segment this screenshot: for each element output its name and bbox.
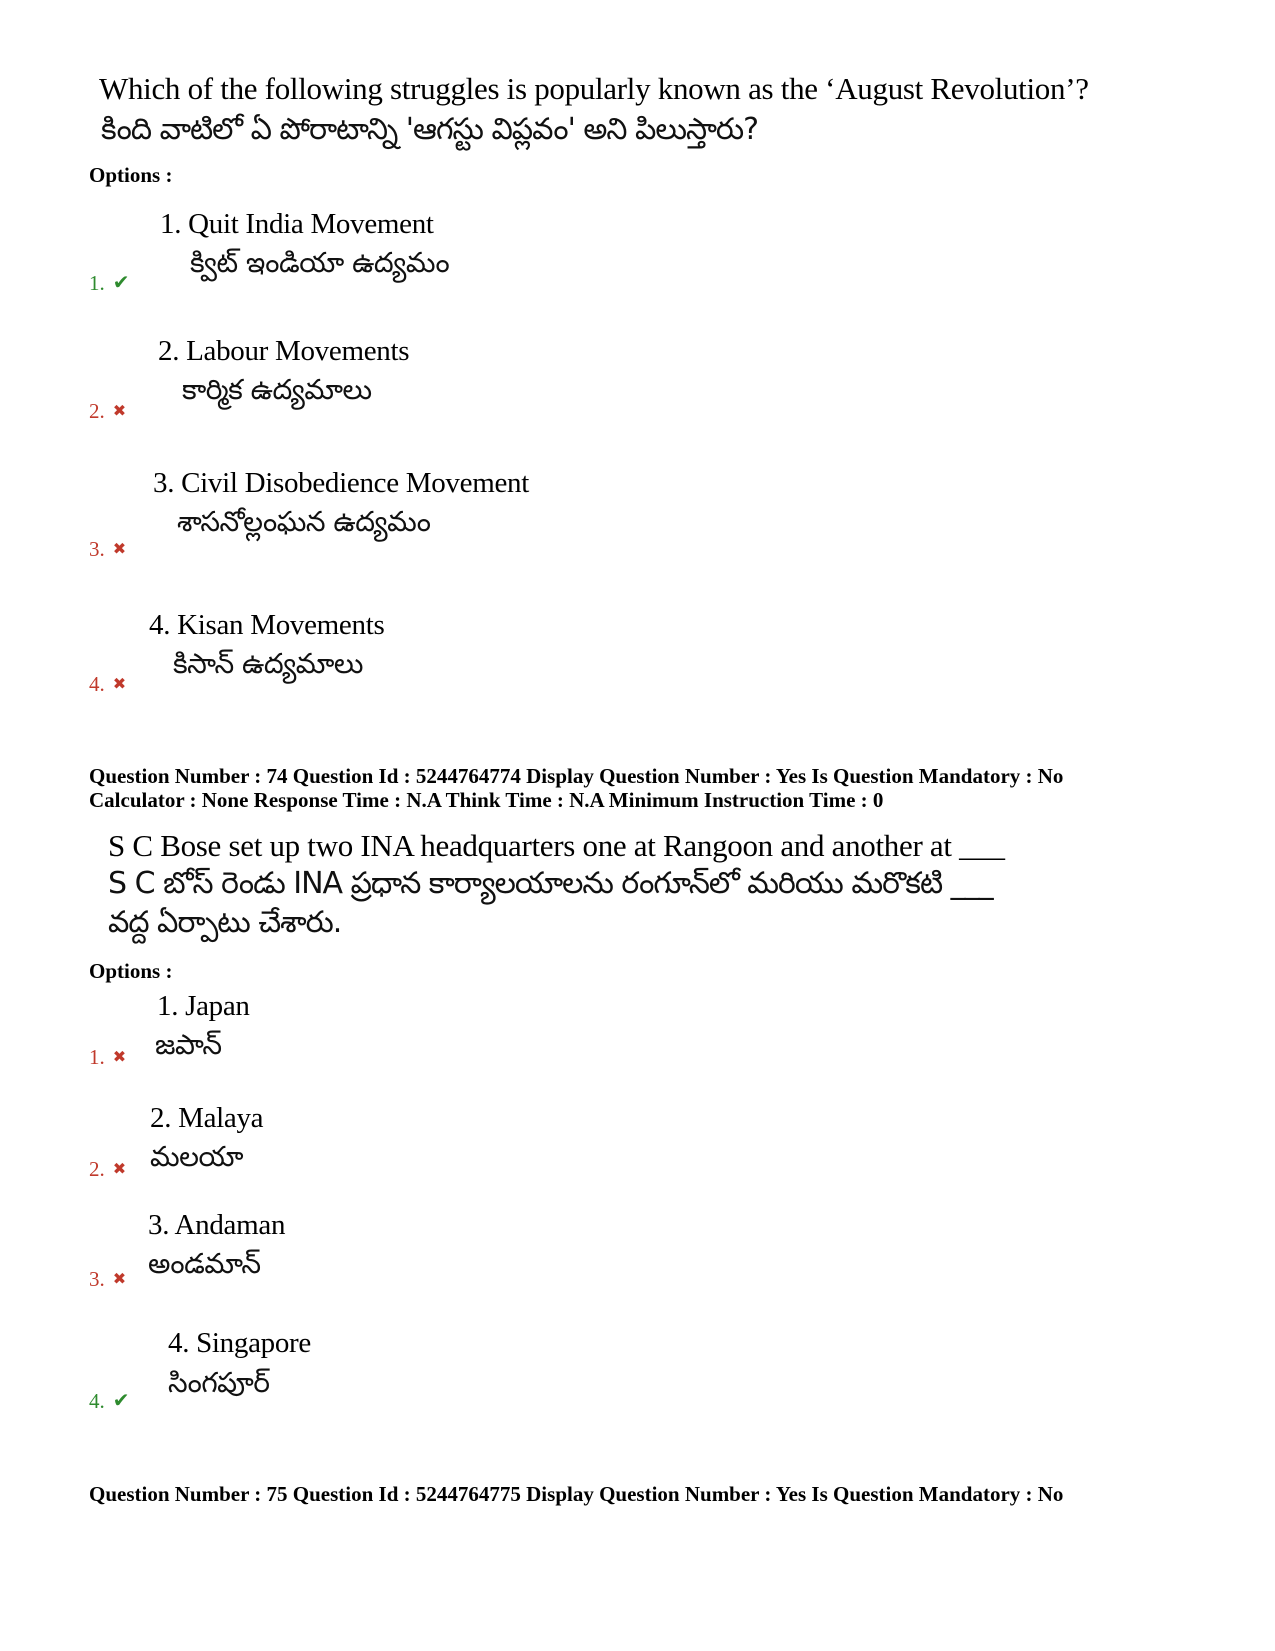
q74-meta-line-1: Question Number : 74 Question Id : 5244764774 Display Question Number : Yes Is Question Mandatory : No [89, 764, 1064, 788]
cross-icon: ✖ [112, 1161, 127, 1178]
q74-question-telugu-line-2: వద్ద ఏర్పాటు చేశారు. [108, 905, 342, 940]
q73-option-3-telugu: శాసనోల్లంఘన ఉద్యమం [177, 505, 431, 538]
q74-options-label: Options : [89, 959, 173, 983]
q73-option-3-marker [89, 537, 126, 562]
option-number: 1. [89, 1045, 105, 1069]
q73-option-4-english: 4. Kisan Movements [149, 609, 385, 641]
q74-option-4-marker [89, 1388, 130, 1414]
q74-option-4-telugu: సింగపూర్ [168, 1366, 270, 1399]
q73-option-2-marker [89, 399, 126, 424]
cross-icon: ✖ [112, 1049, 127, 1066]
q74-option-3-telugu: అండమాన్ [148, 1247, 261, 1280]
q73-question-english: Which of the following struggles is popularly known as the ‘August Revolution’? [99, 71, 1089, 106]
option-number: 1. [89, 271, 105, 295]
q74-option-4-english: 4. Singapore [168, 1327, 311, 1359]
check-icon: ✔ [112, 1390, 130, 1412]
option-number: 4. [89, 672, 105, 696]
option-number: 3. [89, 1267, 105, 1291]
q74-option-2-marker [89, 1157, 126, 1182]
option-number: 2. [89, 1157, 105, 1181]
q73-option-4-telugu: కిసాన్ ఉద్యమాలు [173, 647, 363, 680]
q73-option-4-marker [89, 672, 126, 697]
q73-options-label: Options : [89, 163, 173, 187]
q74-option-3-english: 3. Andaman [148, 1209, 286, 1241]
q73-option-1-marker [89, 270, 130, 296]
q74-question-telugu-line-1: S C బోస్ రెండు INA ప్రధాన కార్యాలయాలను రంగూన్‌లో మరియు మరొకటి ___ [108, 866, 993, 901]
q74-option-3-marker [89, 1267, 126, 1292]
q74-option-2-telugu: మలయా [150, 1140, 243, 1173]
q73-option-1-english: 1. Quit India Movement [160, 208, 434, 240]
check-icon: ✔ [112, 272, 130, 294]
q73-option-1-telugu: క్విట్ ఇండియా ఉద్యమం [190, 246, 450, 279]
cross-icon: ✖ [112, 541, 127, 558]
cross-icon: ✖ [112, 403, 127, 420]
q73-option-2-english: 2. Labour Movements [158, 335, 410, 367]
option-number: 2. [89, 399, 105, 423]
option-number: 4. [89, 1389, 105, 1413]
q74-meta-line-2: Calculator : None Response Time : N.A Think Time : N.A Minimum Instruction Time : 0 [89, 788, 884, 812]
q74-option-1-marker [89, 1045, 126, 1070]
q74-question-english: S C Bose set up two INA headquarters one at Rangoon and another at ___ [108, 828, 1005, 863]
q74-option-1-english: 1. Japan [157, 990, 250, 1022]
option-number: 3. [89, 537, 105, 561]
q73-option-3-english: 3. Civil Disobedience Movement [153, 467, 529, 499]
q73-option-2-telugu: కార్మిక ఉద్యమాలు [182, 373, 372, 406]
q74-option-1-telugu: జపాన్ [155, 1028, 222, 1061]
q75-meta-line-1: Question Number : 75 Question Id : 5244764775 Display Question Number : Yes Is Question Mandatory : No [89, 1482, 1064, 1506]
cross-icon: ✖ [112, 1271, 127, 1288]
q73-question-telugu: కింది వాటిలో ఏ పోరాటాన్ని 'ఆగస్టు విప్లవం' అని పిలుస్తారు? [101, 112, 759, 147]
cross-icon: ✖ [112, 676, 127, 693]
q74-option-2-english: 2. Malaya [150, 1102, 264, 1134]
